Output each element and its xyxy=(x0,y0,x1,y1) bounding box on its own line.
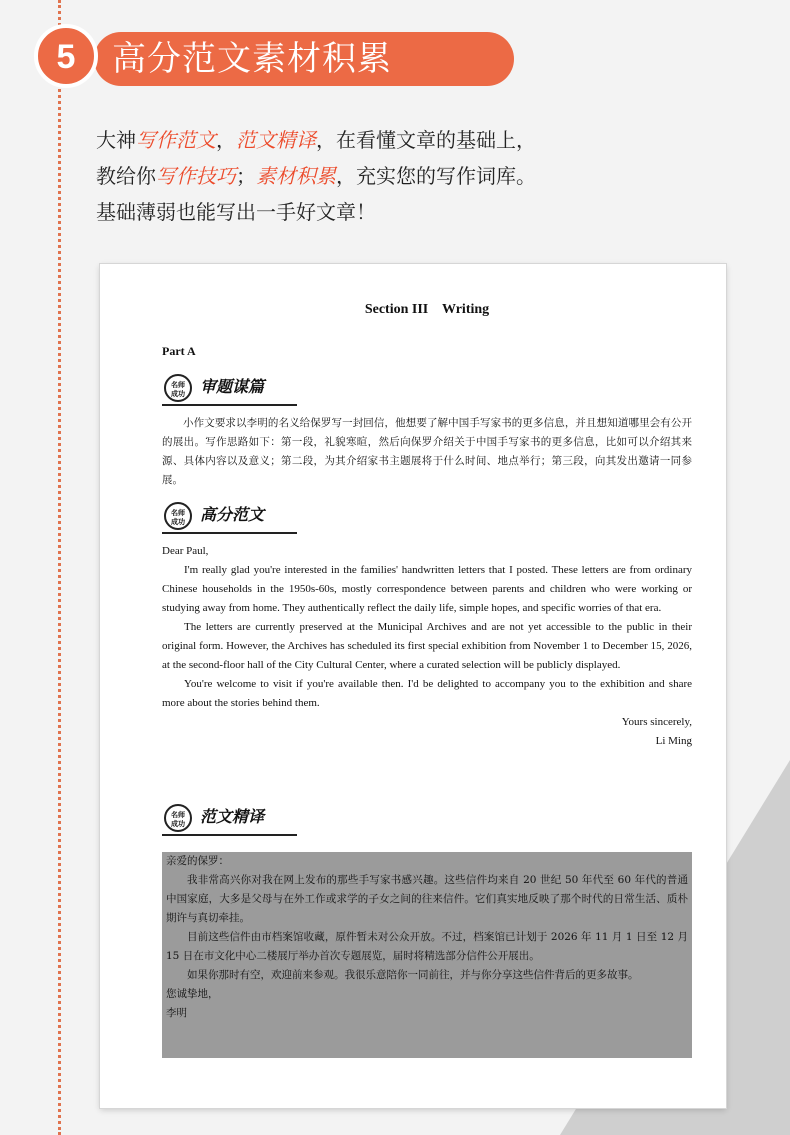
part-label: Part A xyxy=(162,344,196,358)
section-banner xyxy=(34,24,514,90)
mentor-badge-icon: 名师 成功 xyxy=(164,804,192,832)
letter-paragraph: You're welcome to visit if you're available then. I'd be delighted to accompany you to the exhibition and share more about the stories behind them. xyxy=(162,678,692,709)
intro-text xyxy=(96,122,736,230)
translation-block xyxy=(162,852,692,1058)
letter xyxy=(162,542,692,751)
banner-title: 高分范文素材积累 xyxy=(112,39,392,79)
document-page xyxy=(100,264,726,1108)
dotted-divider xyxy=(58,0,61,1135)
translation-closing: 您诚挚地， xyxy=(166,988,219,1000)
translation-salutation: 亲爱的保罗： xyxy=(166,855,229,867)
intro-line-2: 教给你写作技巧；素材积累，充实您的写作词库。 xyxy=(96,164,536,188)
letter-signature: Li Ming xyxy=(655,735,692,747)
translation-paragraph: 如果你那时有空，欢迎前来参观。我很乐意陪你一同前往，并与你分享这些信件背后的更多故事。 xyxy=(187,969,639,981)
intro-line-3: 基础薄弱也能写出一手好文章！ xyxy=(96,200,376,224)
letter-closing: Yours sincerely, xyxy=(621,716,692,728)
translation-paragraph: 我非常高兴你对我在网上发布的那些手写家书感兴趣。这些信件均来自 20 世纪 50 年代至 60 年代的普通中国家庭，大多是父母与在外工作或求学的子女之间的往来信件。它们真实地反映了那个时代的日常生活、质朴期许与真切牵挂。 xyxy=(166,874,688,924)
intro-line-1: 大神写作范文，范文精译，在看懂文章的基础上， xyxy=(96,128,536,152)
mentor-badge-icon: 名师 成功 xyxy=(164,374,192,402)
translation-paragraph: 目前这些信件由市档案馆收藏，原件暂未对公众开放。不过，档案馆已计划于 2026 年 11 月 1 日至 12 月 15 日在市文化中心二楼展厅举办首次专题展览，届时将精选部分信件公开展出。 xyxy=(166,931,688,962)
mentor-badge-icon: 名师 成功 xyxy=(164,502,192,530)
translation-signature: 李明 xyxy=(166,1007,187,1019)
task-text: 小作文要求以李明的名义给保罗写一封回信，他想要了解中国手写家书的更多信息，并且想知道哪里会有公开的展出。写作思路如下：第一段，礼貌寒暄，然后向保罗介绍关于中国手写家书的更多信息，比如可以介绍其来源、具体内容以及意义；第二段，为其介绍家书主题展将于什么时间、地点举行；第三段，向其发出邀请一同参展。 xyxy=(162,417,692,486)
section-number: 5 xyxy=(34,24,98,88)
heading-translation: 名师 成功 范文精译 xyxy=(162,802,297,834)
letter-paragraph: I'm really glad you're interested in the families' handwritten letters that I posted. These letters are from ordinary Chinese households in the 1950s-60s, mostly correspondence between parents and children who were working or studying away from home. They authentically reflect the daily life, simple hopes, and specific worries of that era. xyxy=(162,564,692,614)
heading-task-analysis: 名师 成功 审题谋篇 xyxy=(162,372,297,404)
heading-model-essay: 名师 成功 高分范文 xyxy=(162,500,297,532)
letter-paragraph: The letters are currently preserved at the Municipal Archives and are not yet accessible to the public in their original form. However, the Archives has scheduled its first special exhibition from November 1 to December 15, 2026, at the second-floor hall of the City Cultural Center, where a curated selection will be publicly displayed. xyxy=(162,621,692,671)
section-title: Section III Writing xyxy=(364,302,490,317)
letter-salutation: Dear Paul, xyxy=(162,545,209,557)
